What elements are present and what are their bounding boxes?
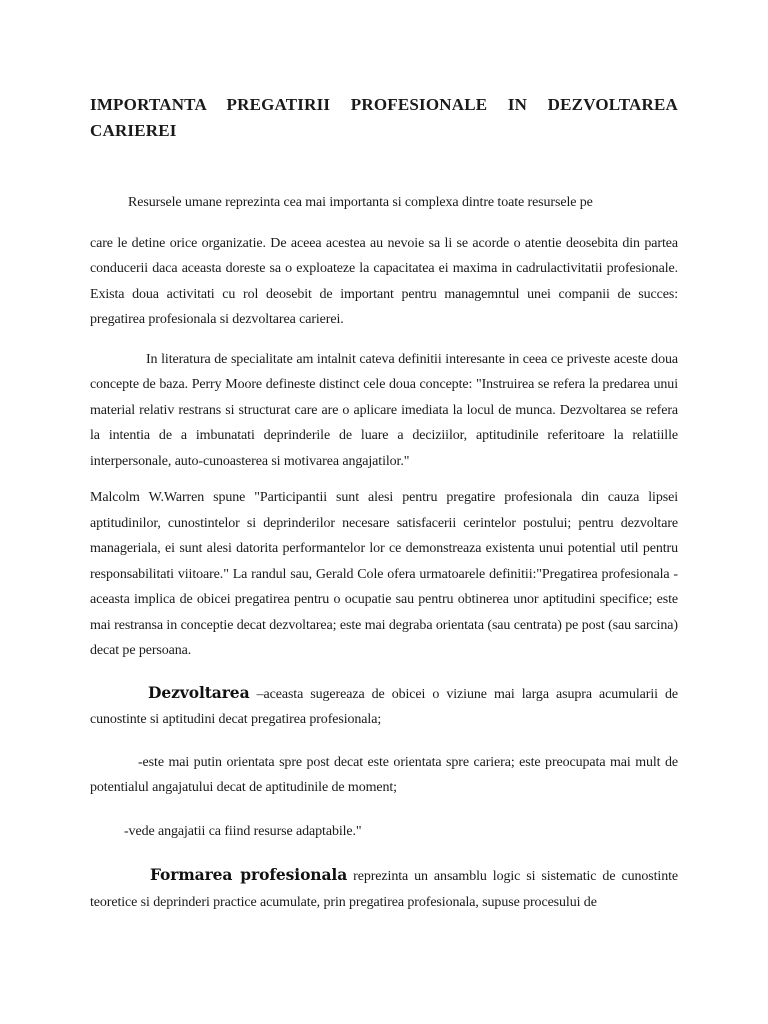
term-formarea-profesionala: Formarea profesionala [150,865,348,884]
paragraph-definitions: In literatura de specialitate am intalnit cateva definitii interesante in ceea ce priveste aceste doua concepte de baza. Perry Moore defineste distinct cele doua concepte: "Instruirea se refera la predarea unui material relativ restrans si structurat care are o aplicare imediata la locul de munca. Dezvoltarea se refera la intentia de a imbunatati deprinderile de luare a deciziilor, aptitudinile referitoare la relatiille interpersonale, auto-cunoasterea si motivarea angajatilor." [90,351,678,469]
paragraph-warren-cole: Malcolm W.Warren spune "Participantii sunt alesi pentru pregatire profesionala din cauza lipsei aptitudinilor, cunostintelor si deprinderilor necesare satisfacerii cerintelor postului; pentru dezvoltare manageriala, ei sunt alesi datorita performantelor lor ce demonstreaza existenta unui potential util pentru responsabilitati viitoare." La randul sau, Gerald Cole ofera urmatoarele definitii:"Pregatirea profesionala - aceasta implica de obicei pregatirea pentru o ocupatie sau pentru obtinerea unor aptitudini specifice; este mai restransa in conceptie decat dezvoltarea; este mai degraba orientata (sau centrata) pe post (sau sarcina) decat pe persoana. [90,490,678,658]
document-title: IMPORTANTA PREGATIRII PROFESIONALE IN DEZVOLTAREA CARIEREI [90,95,678,140]
paragraph-dezvoltarea [90,680,678,733]
paragraph-formarea [90,862,678,915]
term-dezvoltarea: Dezvoltarea [148,682,250,702]
paragraph-formarea-text: reprezinta un ansamblu logic si sistematic de cunostinte teoretice si deprinderi practice acumulate, prin pregatirea profesionala, supuse procesului de [90,869,678,910]
paragraph-intro-continued: care le detine orice organizatie. De aceea acestea au nevoie sa li se acorde o atentie deosebita din partea conducerii daca aceasta doreste sa o exploateze la capacitatea ei maxima in cadrulactivitatii profesionale. Exista doua activitati cu rol deosebit de important pentru managemntul unei companii de succes: pregatirea profesionala si dezvoltarea carierei. [90,235,678,327]
paragraph-intro: Resursele umane reprezinta cea mai importanta si complexa dintre toate resursele pe [128,195,593,210]
paragraph-dezvoltarea-text: –aceasta sugereaza de obicei o viziune mai larga asupra acumularii de cunostinte si aptitudini decat pregatirea profesionala; [90,686,678,727]
paragraph-dezvoltarea-point-2: -vede angajatii ca fiind resurse adaptabile." [124,823,362,839]
paragraph-dezvoltarea-point-1: -este mai putin orientata spre post decat este orientata spre cariera; este preocupata mai mult de potentialul angajatului decat de aptitudinile de moment; [90,754,678,795]
